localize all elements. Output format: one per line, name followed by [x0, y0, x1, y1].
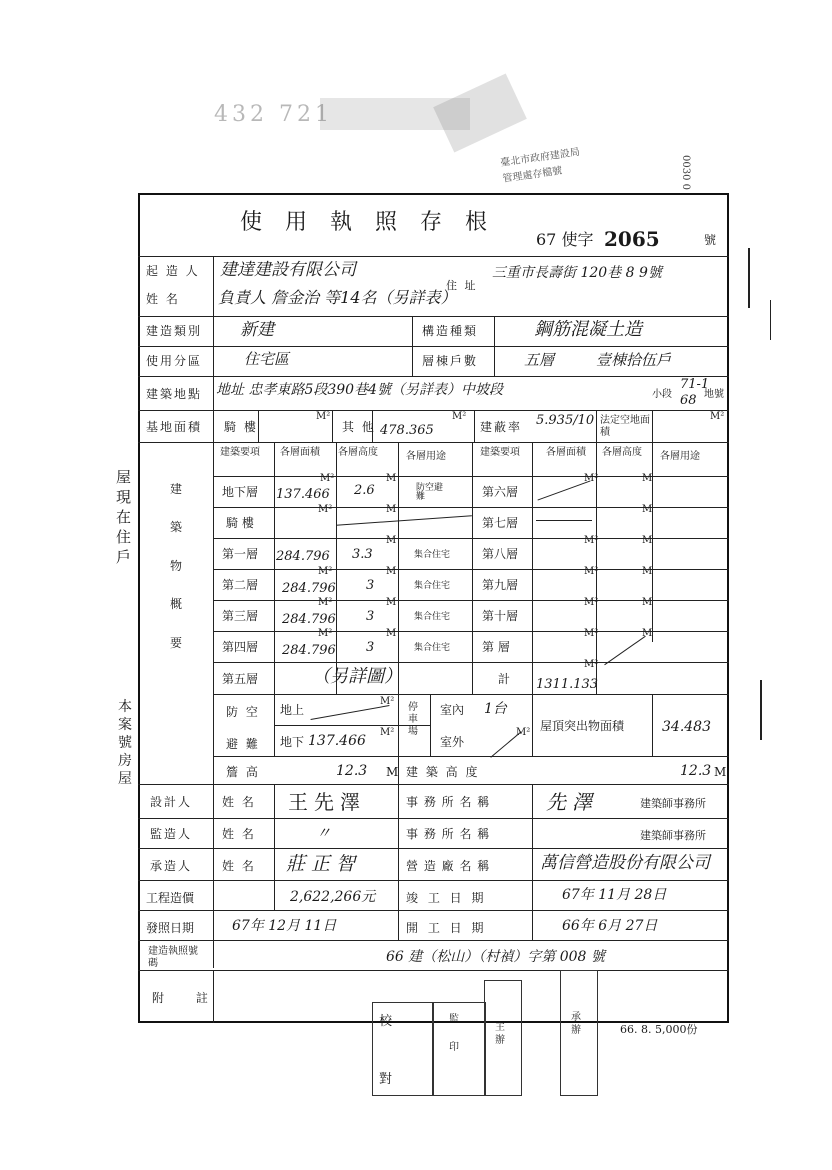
floor-name: 騎 樓: [226, 516, 254, 530]
below-value: 137.466: [308, 733, 366, 749]
stamp-text: 承辦: [571, 1012, 581, 1036]
floor-total-label: 計: [498, 672, 511, 686]
col-line: [332, 410, 333, 442]
floor-name: 第一層: [222, 547, 259, 561]
floor-name: 第五層: [222, 672, 259, 686]
floor-total-area: 1311.133: [536, 677, 599, 692]
label-shelter-b: 避 難: [226, 737, 260, 751]
other-value: 478.365: [380, 423, 434, 438]
margin-char: 戶: [116, 548, 132, 566]
col-line: [398, 694, 399, 756]
floors-value: 五層: [524, 351, 555, 369]
header-item-right: 建築要項: [480, 447, 520, 458]
header-item: 建築要項: [220, 447, 260, 458]
floor-area: 284.796: [276, 549, 330, 564]
label-supervisor: 監造人: [150, 827, 193, 841]
floor-use: 防空避難: [416, 483, 444, 502]
unit-m2: M²: [316, 411, 331, 422]
label-parking: 停車場: [408, 702, 418, 737]
top-smudge-text: 432 721: [214, 102, 333, 127]
unit-m: M: [386, 473, 397, 484]
row-line: [138, 940, 729, 941]
floor-height: 3: [366, 578, 375, 593]
label-above: 地上: [280, 703, 305, 717]
floor-area: 137.466: [276, 487, 330, 502]
row-line: [138, 880, 729, 881]
col-line: [532, 442, 533, 694]
unit-m: M: [386, 535, 397, 546]
margin-char: 住: [116, 528, 132, 546]
col-line: [213, 970, 214, 1023]
margin-char: 房: [118, 753, 132, 769]
col-line: [652, 410, 653, 442]
floor-name: 第九層: [482, 578, 519, 592]
floor-use: 集合住宅: [414, 643, 451, 653]
floor-name: 第七層: [482, 516, 519, 530]
unit-m2: M²: [320, 473, 335, 484]
label-area: 基地面積: [146, 420, 203, 434]
label-outdoor: 室外: [440, 735, 465, 749]
stamp-box-main: [484, 980, 522, 1096]
col-line: [398, 756, 399, 784]
contractor-name: 莊正智: [286, 853, 362, 875]
label-builder: 起 造 人: [146, 264, 200, 278]
col-line: [372, 410, 373, 442]
cost-value: 2,622,266元: [290, 889, 376, 905]
header-area: 各層面積: [280, 447, 320, 458]
unit-m2: M²: [318, 566, 333, 577]
col-line: [213, 442, 214, 784]
header-height: 各層高度: [338, 447, 378, 458]
unit-m2: M²: [584, 597, 599, 608]
margin-char: 本: [118, 699, 132, 715]
unit-m: M: [386, 566, 397, 577]
col-line: [532, 694, 533, 756]
margin-char: 屋: [116, 468, 132, 486]
floor-use: 集合住宅: [414, 581, 451, 591]
top-smudge: [210, 98, 510, 132]
unit-m: M: [714, 765, 727, 779]
margin-mark: [760, 680, 762, 740]
margin-char: 號: [118, 735, 132, 751]
unit-m2: M²: [584, 473, 599, 484]
coverage-value: 5.935/10: [536, 413, 595, 428]
col-line: [258, 410, 259, 442]
label-name: 姓 名: [222, 859, 256, 873]
label-start-date: 開 工 日 期: [406, 921, 487, 935]
print-info: 66. 8. 5,000份: [620, 1023, 698, 1036]
stamp-char: 對: [379, 1072, 393, 1087]
issue-date-value: 67年 12月 11日: [232, 918, 337, 934]
label-below: 地下: [280, 735, 305, 749]
unit-m: M: [386, 628, 397, 639]
left-margin-note: [112, 470, 136, 590]
stamp-box-proofread: [372, 1002, 434, 1096]
row-line: [138, 346, 729, 347]
strike-line: [536, 520, 592, 521]
indoor-value: 1台: [484, 701, 507, 717]
floor-name: 第三層: [222, 609, 259, 623]
category-value: 新建: [240, 320, 274, 340]
col-line: [652, 694, 653, 756]
label-name: 姓 名: [146, 292, 180, 306]
row-line: [138, 316, 729, 317]
col-line: [274, 442, 275, 694]
building-height-value: 12.3: [680, 763, 712, 779]
floor-name: 第八層: [482, 547, 519, 561]
top-stamp-line1: 臺北市政府建設局: [499, 146, 581, 169]
header-height-right: 各層高度: [602, 447, 642, 458]
representative: 負責人 詹金治 等14名（另詳表）: [218, 288, 457, 307]
unit-m2: M²: [584, 659, 599, 670]
header-use-right: 各層用途: [660, 451, 700, 462]
col-line: [532, 784, 533, 940]
label-building-height: 建 築 高 度: [406, 765, 480, 779]
floor-area: 284.796: [282, 581, 336, 596]
row-line: [138, 784, 729, 785]
row-line: [138, 970, 729, 971]
contractor-company: 萬信營造股份有限公司: [540, 853, 710, 873]
unit-m2: M²: [380, 727, 395, 738]
margin-char: 屋: [118, 771, 132, 787]
col-line: [398, 442, 399, 694]
margin-mark: [770, 300, 771, 340]
stamp-char: 印: [449, 1042, 459, 1053]
row-line: [138, 256, 729, 257]
col-line: [336, 442, 337, 694]
floor-name: 第 層: [482, 640, 510, 654]
floor-area: 284.796: [282, 612, 336, 627]
row-line: [138, 376, 729, 377]
label-name: 姓 名: [222, 795, 256, 809]
floor-name: 第二層: [222, 578, 259, 592]
col-line: [430, 694, 431, 756]
unit-m2: M²: [452, 411, 467, 422]
label-zoning: 使用分區: [146, 354, 203, 368]
label-designer: 設計人: [150, 795, 193, 809]
permit-number-suffix: 號: [704, 233, 717, 247]
stamp-box-seal: [432, 1002, 486, 1096]
unit-m2: M²: [584, 535, 599, 546]
lot-number-2: 68: [680, 393, 697, 408]
floor-use: 集合住宅: [414, 550, 451, 560]
col-line: [596, 410, 597, 442]
lot-number: 71-1: [680, 377, 710, 392]
site-address: 地址 忠孝東路5段390巷4號（另詳表）中坡段: [216, 382, 503, 398]
unit-m2: M²: [318, 597, 333, 608]
label-floors: 層棟戶數: [422, 354, 479, 368]
row-line: [138, 910, 729, 911]
top-stamp-code: [680, 135, 720, 190]
row-line: [138, 818, 729, 819]
top-stamp: [496, 111, 634, 198]
row-line: [138, 848, 729, 849]
floor-height: 3.3: [352, 547, 373, 562]
label-lot: 小段: [652, 389, 672, 400]
label-office: 事 務 所 名 稱: [406, 827, 491, 841]
permit-value: 66 建（松山）（村禎）字第 008 號: [386, 949, 605, 965]
label-contractor: 承造人: [150, 859, 193, 873]
unit-m: M: [642, 473, 653, 484]
completion-value: 67年 11月 28日: [562, 887, 667, 903]
floor-use: 集合住宅: [414, 612, 451, 622]
label-issue-date: 發照日期: [146, 921, 195, 935]
floor-name: 第十層: [482, 609, 519, 623]
margin-mark: [748, 248, 750, 308]
label-structure: 構造種類: [422, 324, 479, 338]
lot-suffix: 地號: [704, 389, 724, 400]
col-line: [213, 256, 214, 316]
label-legal-open: 法定空地面積: [600, 415, 650, 438]
col-line: [398, 784, 399, 940]
eave-value: 12.3: [336, 763, 368, 779]
label-site: 建築地點: [146, 387, 203, 401]
row-line: [138, 410, 729, 411]
stamp-char: 校: [379, 1014, 393, 1029]
label-completion: 竣 工 日 期: [406, 891, 487, 905]
unit-m: M: [642, 535, 653, 546]
floor-area: 284.796: [282, 643, 336, 658]
label-arcade: 騎 樓: [224, 420, 258, 434]
margin-char: 在: [116, 508, 132, 526]
zoning-value: 住宅區: [244, 350, 290, 368]
supervisor-name: 〃: [316, 824, 332, 842]
floor-name: 地下層: [222, 485, 259, 499]
permit-number-prefix: 67 使字: [536, 230, 594, 249]
label-address: 住 址: [446, 279, 478, 292]
label-roof: 屋頂突出物面積: [540, 719, 625, 733]
floor-name: 第六層: [482, 485, 519, 499]
floor-height: 3: [366, 640, 375, 655]
margin-char: 案: [118, 717, 132, 733]
label-remarks: 附 註: [152, 991, 222, 1005]
label-name: 姓 名: [222, 827, 256, 841]
label-eave: 簷 高: [226, 765, 260, 779]
floor-area-note: （另詳圖）: [312, 666, 402, 687]
roof-value: 34.483: [662, 719, 711, 735]
supervisor-office-suffix: 建築師事務所: [640, 829, 706, 842]
unit-m: M: [386, 765, 399, 779]
col-line: [472, 442, 473, 694]
unit-m2: M²: [380, 696, 395, 707]
unit-m: M: [386, 504, 397, 515]
label-cost: 工程造價: [146, 891, 195, 905]
row-line: [138, 442, 729, 443]
left-margin-note-2: [114, 700, 138, 810]
designer-name: 王先澤: [288, 790, 366, 814]
unit-m: M: [642, 597, 653, 608]
stamp-text: 主辦: [495, 1022, 505, 1046]
unit-m: M: [642, 504, 653, 515]
top-stamp-code-text: 0030 0: [680, 155, 691, 190]
floor-name: 第四層: [222, 640, 259, 654]
label-category: 建造類別: [146, 324, 203, 338]
start-date-value: 66年 6月 27日: [562, 918, 658, 934]
label-company: 營 造 廠 名 稱: [406, 859, 491, 873]
unit-m2: M²: [584, 566, 599, 577]
permit-number: 2065: [604, 227, 660, 251]
unit-m2: M²: [516, 727, 531, 738]
margin-char: 現: [116, 488, 132, 506]
row-line: [213, 756, 729, 757]
top-stamp-line2: 管理處存檔號: [502, 165, 563, 185]
header-use: 各層用途: [406, 451, 446, 462]
designer-office-suffix: 建築師事務所: [640, 797, 706, 810]
unit-m2: M²: [318, 504, 333, 515]
label-indoor: 室內: [440, 703, 465, 717]
row-line: [274, 725, 430, 726]
builder-name: 建達建設有限公司: [220, 260, 356, 280]
row-line: [213, 662, 729, 663]
unit-m: M: [642, 566, 653, 577]
unit-m: M: [642, 628, 653, 639]
designer-office: 先澤: [546, 790, 598, 814]
col-line: [274, 784, 275, 910]
label-other: 其 他: [342, 420, 376, 434]
label-shelter-a: 防 空: [226, 705, 260, 719]
stamp-box-handler: [560, 970, 598, 1096]
col-line: [474, 410, 475, 442]
section-label-building: 建 築 物 概 要: [170, 482, 183, 650]
unit-m2: M²: [318, 628, 333, 639]
label-office: 事 務 所 名 稱: [406, 795, 491, 809]
floor-height: 3: [366, 609, 375, 624]
address: 三重市長壽街 120巷 8 9號: [492, 265, 662, 281]
page-title: 使 用 執 照 存 根: [240, 210, 495, 235]
stamp-char: 監: [449, 1014, 459, 1025]
header-area-right: 各層面積: [546, 447, 586, 458]
unit-m2: M²: [710, 411, 725, 422]
floor-height: 2.6: [354, 483, 375, 498]
unit-m: M: [386, 597, 397, 608]
label-permit: 建造執照號碼: [148, 946, 198, 969]
label-coverage: 建蔽率: [480, 420, 523, 434]
units-value: 壹棟拾伍戶: [596, 351, 672, 369]
structure-value: 鋼筋混凝土造: [534, 319, 642, 340]
unit-m2: M²: [584, 628, 599, 639]
